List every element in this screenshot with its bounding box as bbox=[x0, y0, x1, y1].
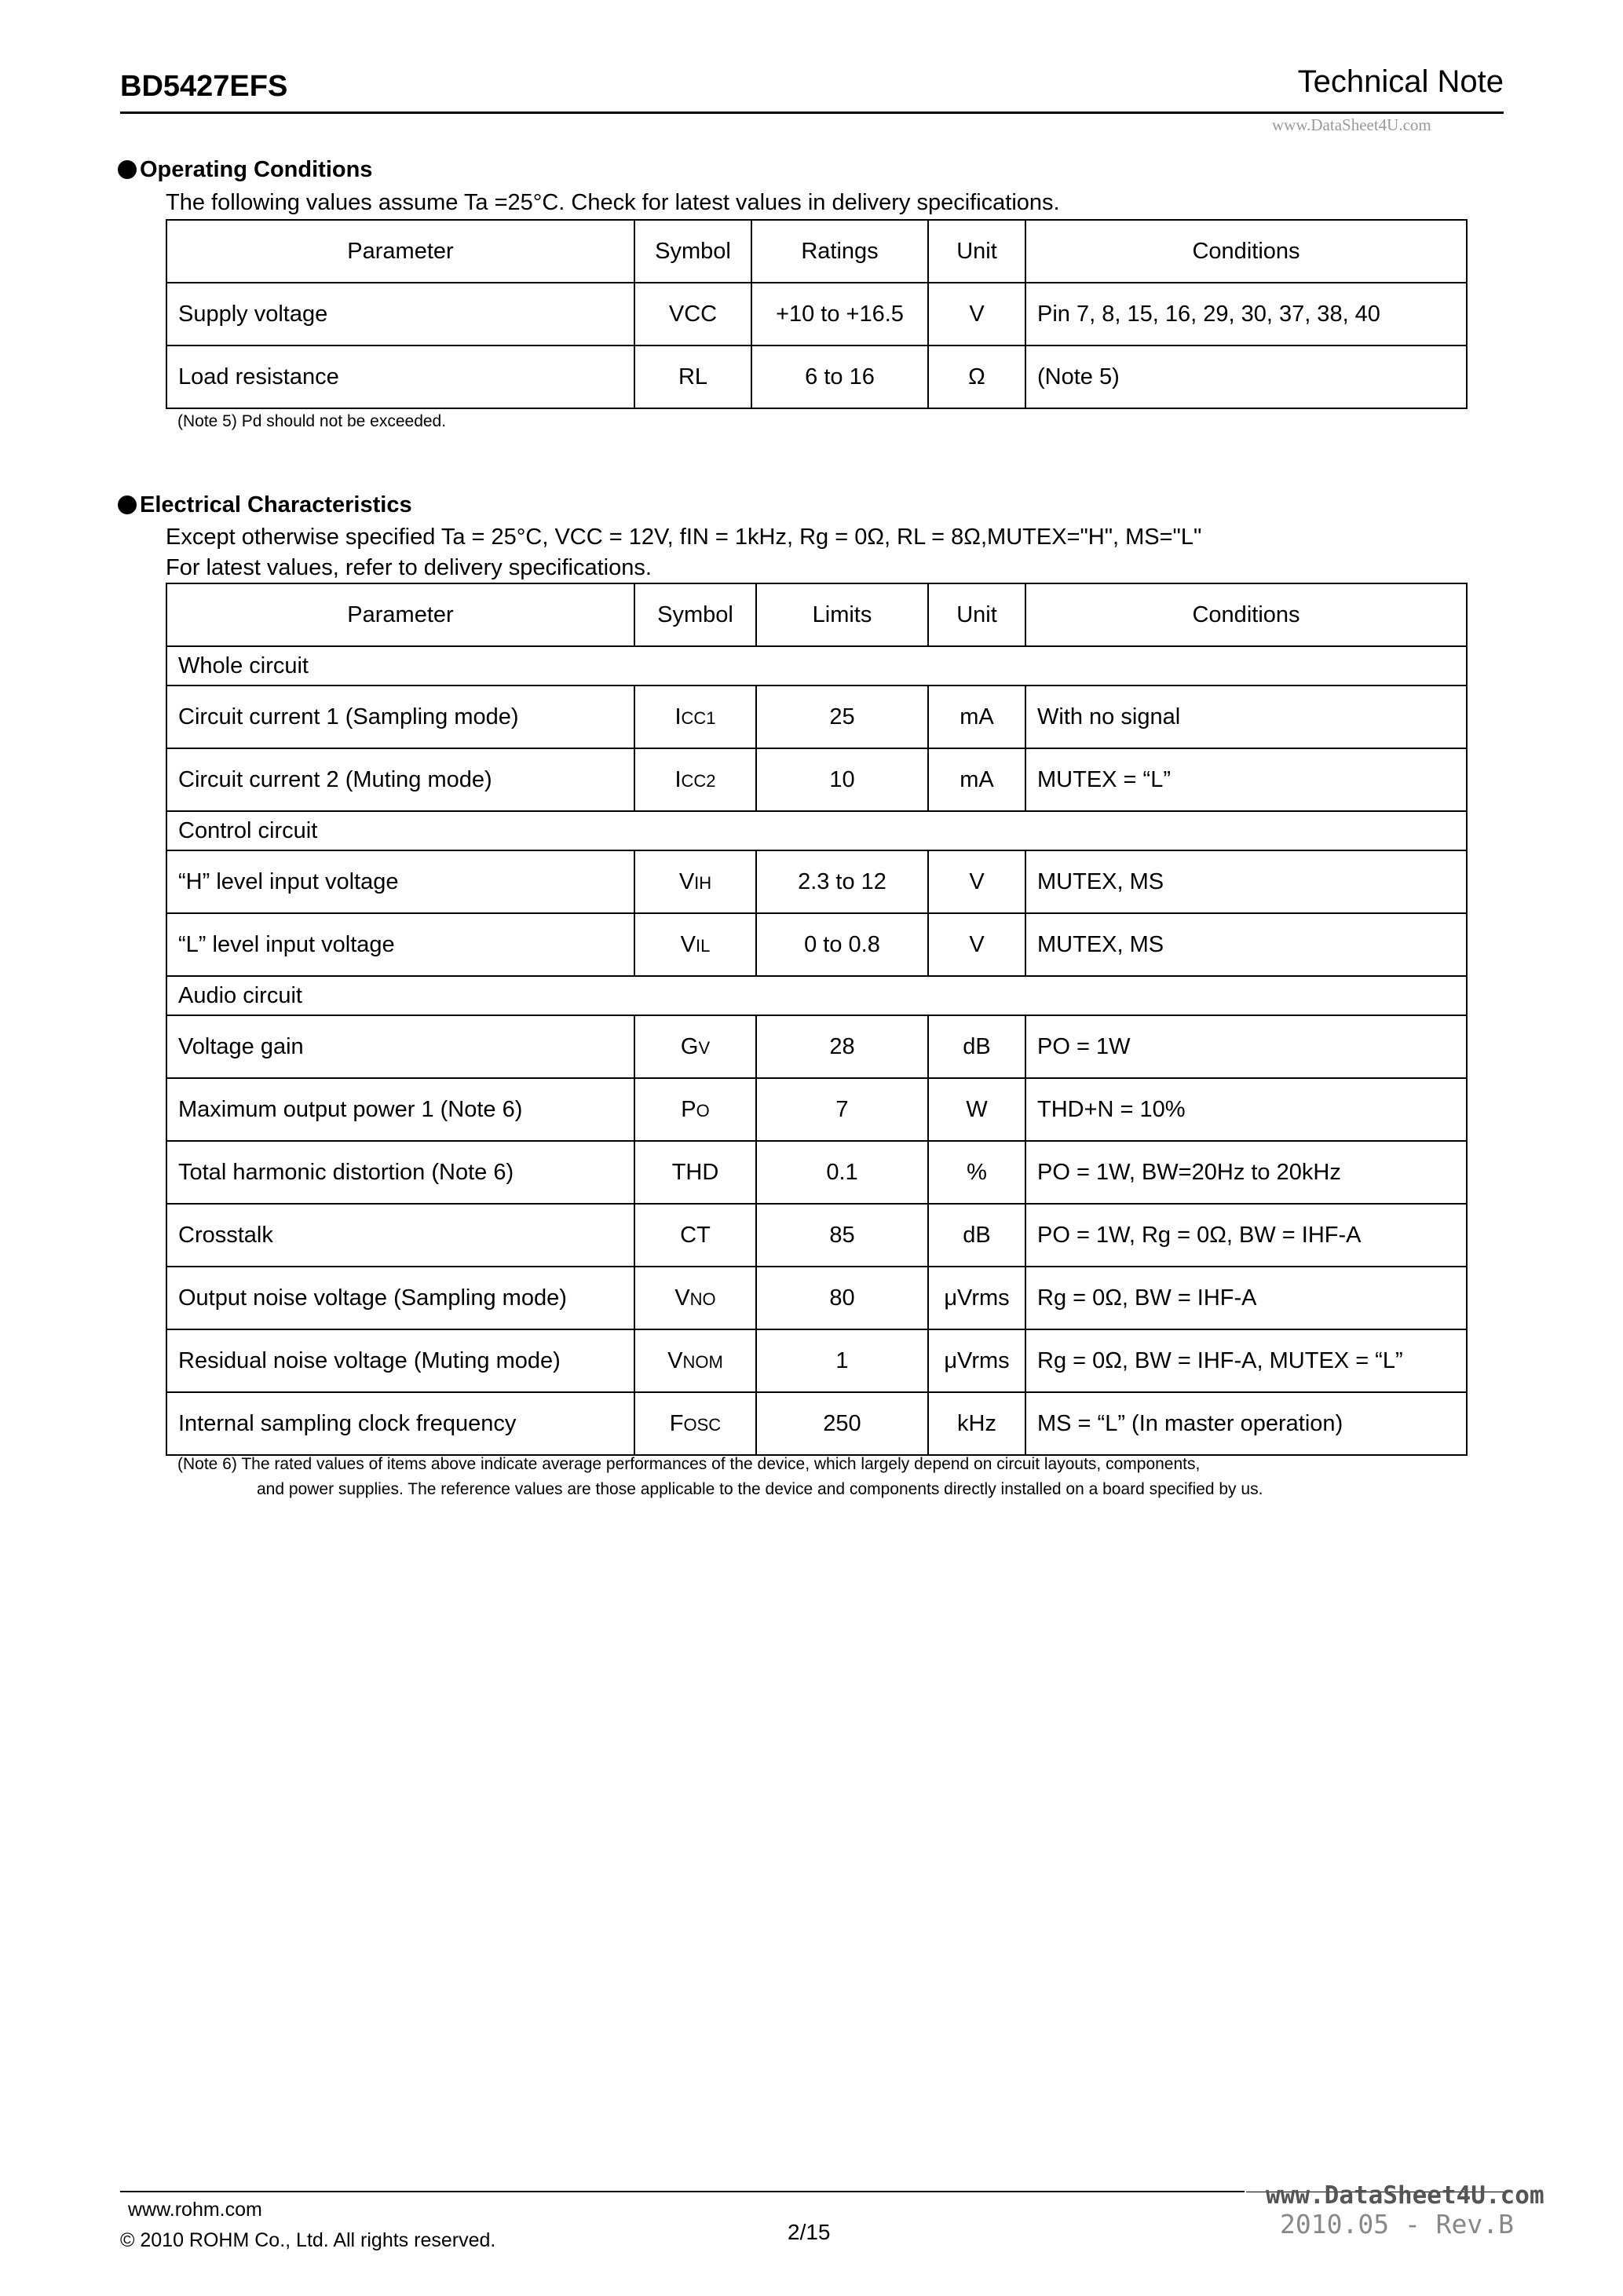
table-row bbox=[166, 1267, 1467, 1329]
operating-conditions-table bbox=[166, 219, 1468, 409]
table-row bbox=[166, 345, 1467, 408]
cell-parameter: Internal sampling clock frequency bbox=[166, 1392, 634, 1455]
cell-parameter: Maximum output power 1 (Note 6) bbox=[166, 1078, 634, 1141]
footer-revision: 2010.05 - Rev.B bbox=[1280, 2209, 1515, 2239]
operating-conditions-title-text: Operating Conditions bbox=[140, 157, 373, 182]
table-header-row bbox=[166, 220, 1467, 283]
cell-symbol: FOSC bbox=[634, 1392, 756, 1455]
header-parameter: Parameter bbox=[166, 220, 634, 283]
cell-parameter: Circuit current 2 (Muting mode) bbox=[166, 748, 634, 811]
cell-conditions: Rg = 0Ω, BW = IHF-A, MUTEX = “L” bbox=[1025, 1329, 1467, 1392]
cell-symbol: ICC1 bbox=[634, 686, 756, 748]
document-type: Technical Note bbox=[1297, 64, 1504, 99]
footer-watermark: www.DataSheet4U.com bbox=[1266, 2181, 1544, 2210]
cell-symbol: VCC bbox=[634, 283, 751, 345]
electrical-characteristics-title bbox=[118, 492, 412, 518]
footer-divider bbox=[120, 2191, 1245, 2192]
cell-parameter: Residual noise voltage (Muting mode) bbox=[166, 1329, 634, 1392]
cell-symbol: VNO bbox=[634, 1267, 756, 1329]
header-watermark: www.DataSheet4U.com bbox=[1272, 115, 1431, 134]
cell-limit: 10 bbox=[756, 748, 928, 811]
cell-unit: V bbox=[928, 283, 1025, 345]
header-unit: Unit bbox=[928, 583, 1025, 646]
cell-limit: 85 bbox=[756, 1204, 928, 1267]
cell-unit: Ω bbox=[928, 345, 1025, 408]
cell-parameter: “L” level input voltage bbox=[166, 913, 634, 976]
header-conditions: Conditions bbox=[1025, 220, 1467, 283]
table-row bbox=[166, 283, 1467, 345]
table-row bbox=[166, 1141, 1467, 1204]
cell-unit: dB bbox=[928, 1015, 1025, 1078]
cell-conditions: MS = “L” (In master operation) bbox=[1025, 1392, 1467, 1455]
cell-limit: 250 bbox=[756, 1392, 928, 1455]
cell-limit: 0 to 0.8 bbox=[756, 913, 928, 976]
page-number: 2/15 bbox=[788, 2220, 831, 2244]
table-row bbox=[166, 748, 1467, 811]
cell-parameter: Output noise voltage (Sampling mode) bbox=[166, 1267, 634, 1329]
cell-conditions: MUTEX = “L” bbox=[1025, 748, 1467, 811]
electrical-subtitle-1: Except otherwise specified Ta = 25°C, VCC = 12V, fIN = 1kHz, Rg = 0Ω, RL = 8Ω,MUTEX="H", MS="L" bbox=[166, 525, 1202, 550]
group-label: Audio circuit bbox=[166, 976, 1467, 1015]
header-symbol: Symbol bbox=[634, 583, 756, 646]
header-symbol: Symbol bbox=[634, 220, 751, 283]
table-row bbox=[166, 1204, 1467, 1267]
cell-symbol: ICC2 bbox=[634, 748, 756, 811]
operating-conditions-subtitle: The following values assume Ta =25°C. Check for latest values in delivery specifications. bbox=[166, 190, 1060, 215]
cell-conditions: MUTEX, MS bbox=[1025, 850, 1467, 913]
cell-symbol: PO bbox=[634, 1078, 756, 1141]
group-row-audio-circuit bbox=[166, 976, 1467, 1015]
cell-conditions: PO = 1W, BW=20Hz to 20kHz bbox=[1025, 1141, 1467, 1204]
cell-parameter: “H” level input voltage bbox=[166, 850, 634, 913]
cell-conditions: THD+N = 10% bbox=[1025, 1078, 1467, 1141]
electrical-characteristics-title-text: Electrical Characteristics bbox=[140, 492, 412, 517]
header-limits: Limits bbox=[756, 583, 928, 646]
header-parameter: Parameter bbox=[166, 583, 634, 646]
electrical-characteristics-table bbox=[166, 583, 1468, 1456]
group-label: Whole circuit bbox=[166, 646, 1467, 686]
cell-parameter: Voltage gain bbox=[166, 1015, 634, 1078]
cell-parameter: Crosstalk bbox=[166, 1204, 634, 1267]
cell-conditions: PO = 1W, Rg = 0Ω, BW = IHF-A bbox=[1025, 1204, 1467, 1267]
cell-limit: 25 bbox=[756, 686, 928, 748]
cell-symbol: VIH bbox=[634, 850, 756, 913]
cell-symbol: THD bbox=[634, 1141, 756, 1204]
cell-symbol: RL bbox=[634, 345, 751, 408]
cell-parameter: Total harmonic distortion (Note 6) bbox=[166, 1141, 634, 1204]
part-number: BD5427EFS bbox=[120, 70, 288, 103]
cell-symbol: VIL bbox=[634, 913, 756, 976]
bullet-icon bbox=[118, 495, 137, 514]
cell-unit: V bbox=[928, 850, 1025, 913]
cell-limit: 28 bbox=[756, 1015, 928, 1078]
cell-symbol: VNOM bbox=[634, 1329, 756, 1392]
table-row bbox=[166, 913, 1467, 976]
header-unit: Unit bbox=[928, 220, 1025, 283]
table-row bbox=[166, 1078, 1467, 1141]
cell-conditions: With no signal bbox=[1025, 686, 1467, 748]
cell-unit: V bbox=[928, 913, 1025, 976]
cell-unit: μVrms bbox=[928, 1329, 1025, 1392]
footer-copyright: © 2010 ROHM Co., Ltd. All rights reserved. bbox=[120, 2229, 496, 2251]
cell-rating: 6 to 16 bbox=[751, 345, 928, 408]
table-row bbox=[166, 686, 1467, 748]
cell-limit: 0.1 bbox=[756, 1141, 928, 1204]
cell-parameter: Supply voltage bbox=[166, 283, 634, 345]
cell-unit: % bbox=[928, 1141, 1025, 1204]
table-row bbox=[166, 1015, 1467, 1078]
cell-conditions: MUTEX, MS bbox=[1025, 913, 1467, 976]
group-label: Control circuit bbox=[166, 811, 1467, 850]
cell-symbol: GV bbox=[634, 1015, 756, 1078]
cell-limit: 7 bbox=[756, 1078, 928, 1141]
cell-symbol: CT bbox=[634, 1204, 756, 1267]
table-row bbox=[166, 1329, 1467, 1392]
header-divider bbox=[120, 112, 1504, 114]
cell-conditions: Pin 7, 8, 15, 16, 29, 30, 37, 38, 40 bbox=[1025, 283, 1467, 345]
cell-limit: 1 bbox=[756, 1329, 928, 1392]
cell-rating: +10 to +16.5 bbox=[751, 283, 928, 345]
group-row-whole-circuit bbox=[166, 646, 1467, 686]
cell-unit: μVrms bbox=[928, 1267, 1025, 1329]
note-6-line-2: and power supplies. The reference values are those applicable to the device and components directly installed on a board specified by us. bbox=[257, 1480, 1263, 1498]
note-5: (Note 5) Pd should not be exceeded. bbox=[177, 412, 447, 430]
cell-unit: mA bbox=[928, 686, 1025, 748]
cell-unit: mA bbox=[928, 748, 1025, 811]
cell-unit: kHz bbox=[928, 1392, 1025, 1455]
operating-conditions-title bbox=[118, 157, 372, 183]
footer-website: www.rohm.com bbox=[128, 2199, 262, 2221]
cell-limit: 80 bbox=[756, 1267, 928, 1329]
note-6-line-1: (Note 6) The rated values of items above indicate average performances of the device, which largely depend on circuit layouts, components, bbox=[177, 1455, 1201, 1473]
cell-conditions: (Note 5) bbox=[1025, 345, 1467, 408]
header-conditions: Conditions bbox=[1025, 583, 1467, 646]
table-header-row bbox=[166, 583, 1467, 646]
cell-unit: W bbox=[928, 1078, 1025, 1141]
table-row bbox=[166, 850, 1467, 913]
cell-limit: 2.3 to 12 bbox=[756, 850, 928, 913]
cell-conditions: Rg = 0Ω, BW = IHF-A bbox=[1025, 1267, 1467, 1329]
bullet-icon bbox=[118, 160, 137, 179]
header-ratings: Ratings bbox=[751, 220, 928, 283]
cell-parameter: Circuit current 1 (Sampling mode) bbox=[166, 686, 634, 748]
cell-conditions: PO = 1W bbox=[1025, 1015, 1467, 1078]
group-row-control-circuit bbox=[166, 811, 1467, 850]
cell-unit: dB bbox=[928, 1204, 1025, 1267]
cell-parameter: Load resistance bbox=[166, 345, 634, 408]
table-row bbox=[166, 1392, 1467, 1455]
electrical-subtitle-2: For latest values, refer to delivery specifications. bbox=[166, 555, 652, 580]
